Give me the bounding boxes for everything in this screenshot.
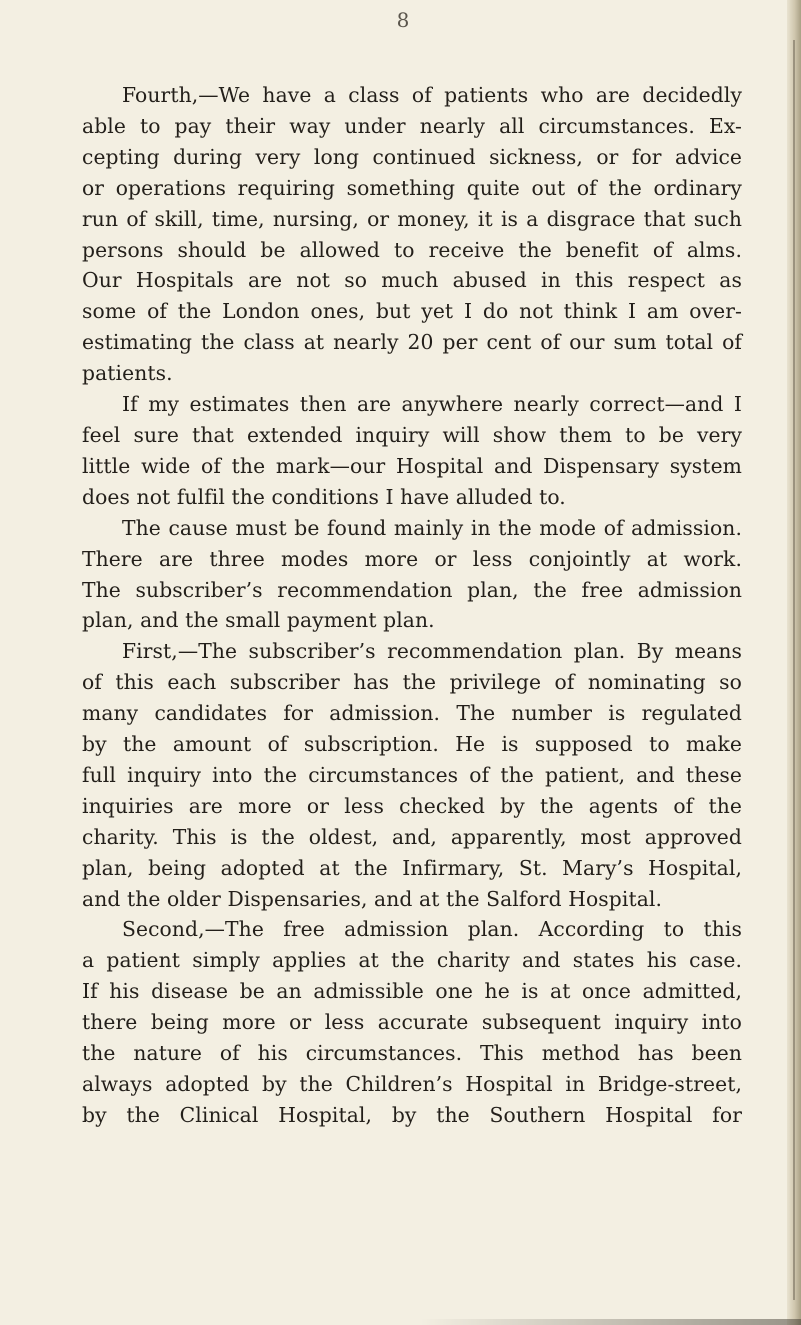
text-line: feel sure that extended inquiry will show them to be very [82, 422, 742, 447]
text-line: There are three modes more or less conjointly at work. [82, 546, 742, 571]
text-line: plan, and the small payment plan. [82, 608, 435, 633]
text-line: persons should be allowed to receive the benefit of alms. [82, 237, 742, 262]
text-line: Our Hospitals are not so much abused in this respect as [82, 268, 742, 293]
text-line: little wide of the mark—our Hospital and Dispensary system [82, 453, 742, 478]
text-line: by the Clinical Hospital, by the Southern Hospital for [82, 1102, 742, 1127]
text-line: or operations requiring something quite out of the ordinary [82, 175, 742, 200]
text-line: run of skill, time, nursing, or money, it is a disgrace that such [82, 206, 742, 231]
bottom-shadow [420, 1319, 801, 1325]
text-line: some of the London ones, but yet I do not think I am over- [82, 299, 742, 324]
text-line: cepting during very long continued sickness, or for advice [82, 144, 742, 169]
paragraph-fourth [82, 80, 742, 389]
paragraph-second [82, 914, 742, 1130]
page-number: 8 [396, 8, 410, 32]
text-line: many candidates for admission. The number is regulated [82, 701, 742, 726]
text-line: estimating the class at nearly 20 per cent of our sum total of [82, 330, 742, 355]
text-line: The cause must be found mainly in the mode of admission. [122, 515, 742, 540]
text-line: patients. [82, 361, 173, 386]
text-line: by the amount of subscription. He is supposed to make [82, 732, 742, 757]
text-line: If his disease be an admissible one he is at once admitted, [82, 979, 742, 1004]
text-line: always adopted by the Children’s Hospital in Bridge-street, [82, 1072, 742, 1096]
text-line: First,—The subscriber’s recommendation plan. By means [122, 639, 742, 664]
page-edge-line [793, 40, 795, 1300]
body-text [82, 80, 742, 1131]
text-line: full inquiry into the circumstances of the patient, and these [82, 762, 742, 787]
text-line: and the older Dispensaries, and at the Salford Hospital. [82, 886, 663, 911]
paragraph-estimates [82, 389, 742, 513]
text-line: does not fulfil the conditions I have alluded to. [82, 484, 566, 509]
paragraph-cause [82, 513, 742, 637]
text-line: plan, being adopted at the Infirmary, St. Mary’s Hospital, [82, 855, 742, 880]
text-line: of this each subscriber has the privilege of nominating so [82, 670, 742, 695]
text-line: a patient simply applies at the charity and states his case. [82, 948, 742, 973]
text-line: The subscriber’s recommendation plan, the free admission [82, 577, 742, 602]
text-line: there being more or less accurate subsequent inquiry into [82, 1010, 742, 1035]
text-line: inquiries are more or less checked by the agents of the [82, 793, 742, 818]
text-line: able to pay their way under nearly all circumstances. Ex- [82, 113, 742, 138]
text-line: Fourth,—We have a class of patients who are decidedly [122, 83, 742, 107]
text-line: the nature of his circumstances. This method has been [82, 1041, 742, 1066]
paragraph-first [82, 636, 742, 914]
text-line: charity. This is the oldest, and, apparently, most approved [82, 824, 742, 849]
text-line: If my estimates then are anywhere nearly correct—and I [122, 392, 742, 417]
text-line: Second,—The free admission plan. According to this [122, 917, 742, 942]
